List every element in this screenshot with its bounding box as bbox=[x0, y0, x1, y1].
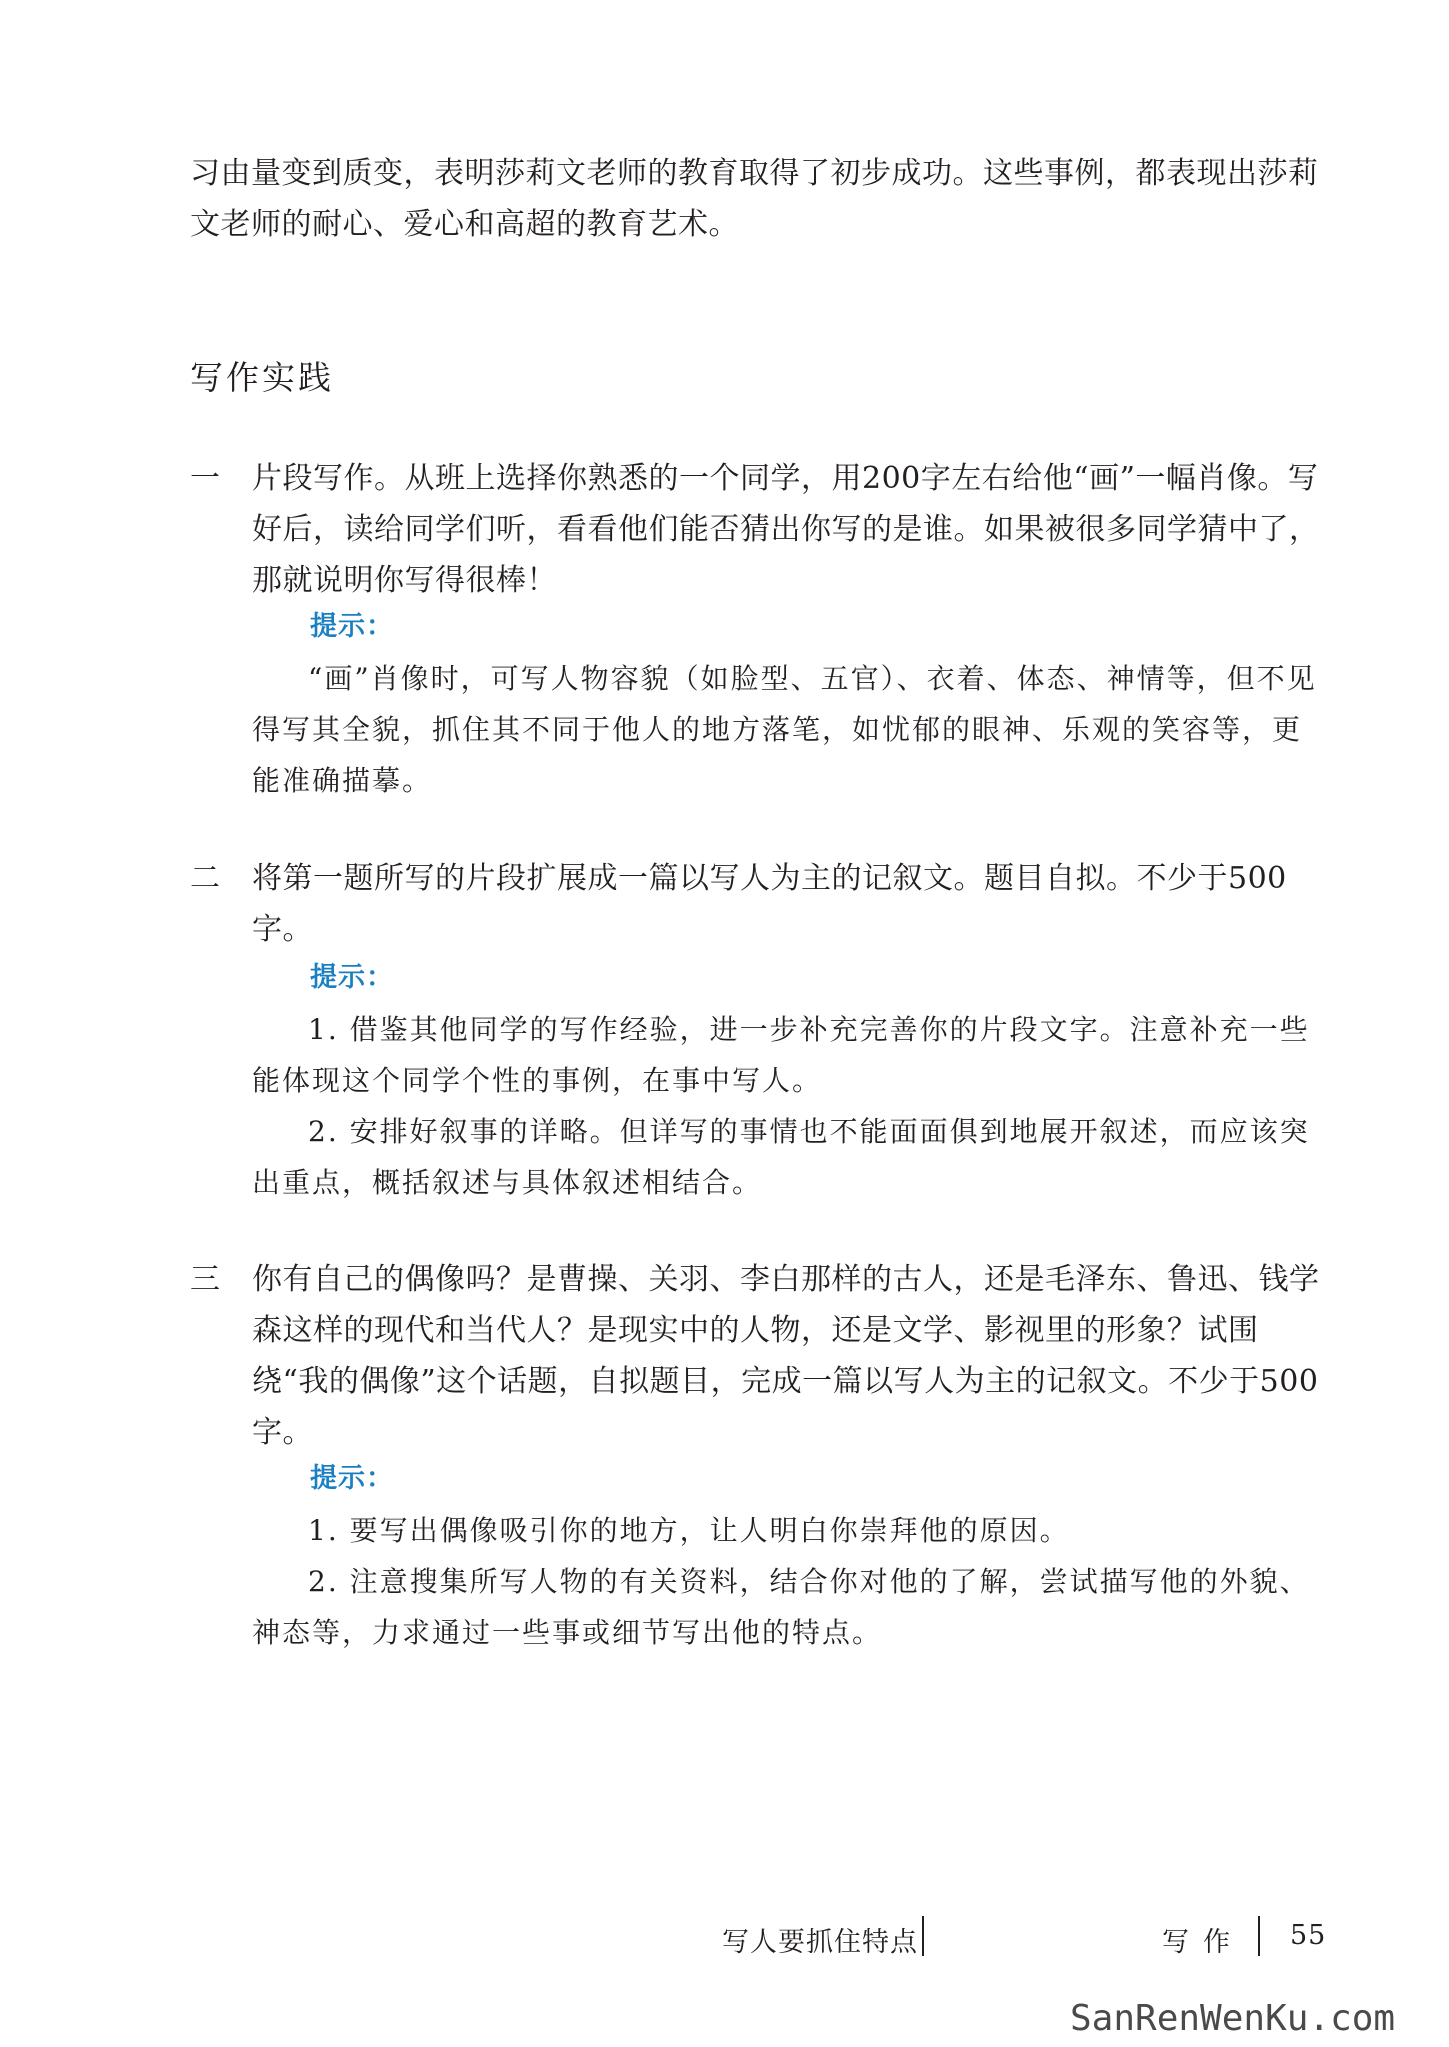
watermark: SanRenWenKu.com bbox=[1070, 1998, 1396, 2039]
question-1-tip-label: 提示： bbox=[310, 611, 394, 642]
footer-chapter-title: 写人要抓住特点 bbox=[722, 1927, 918, 1958]
question-1-number: 一 bbox=[190, 461, 220, 496]
question-1-body: 片段写作。从班上选择你熟悉的一个同学，用200字左右给他“画”一幅肖像。写好后，读给同学们听，看看他们能否猜出你写的是谁。如果被很多同学猜中了，那就说明你写得很棒！ bbox=[252, 461, 1320, 598]
question-3-tips bbox=[252, 1505, 1330, 1658]
question-2-tip-2: 2. 安排好叙事的详略。但详写的事情也不能面面俱到地展开叙述，而应该突出重点，概括叙述与具体叙述相结合。 bbox=[252, 1115, 1310, 1199]
question-2-body: 将第一题所写的片段扩展成一篇以写人为主的记叙文。题目自拟。不少于500字。 bbox=[252, 861, 1287, 947]
question-2-tip-1: 1. 借鉴其他同学的写作经验，进一步补充完善你的片段文字。注意补充一些能体现这个同学个性的事例，在事中写人。 bbox=[252, 1013, 1310, 1097]
question-3-tip-label: 提示： bbox=[310, 1463, 394, 1494]
question-2-tips bbox=[252, 1004, 1330, 1208]
page-number: 55 bbox=[1290, 1920, 1327, 1951]
intro-paragraph: 习由量变到质变，表明莎莉文老师的教育取得了初步成功。这些事例，都表现出莎莉文老师的耐心、爱心和高超的教育艺术。 bbox=[190, 156, 1319, 242]
question-1-tips bbox=[252, 653, 1330, 806]
footer-section-name: 写作 bbox=[1162, 1927, 1244, 1958]
question-3-number: 三 bbox=[190, 1262, 220, 1297]
section-title: 写作实践 bbox=[190, 358, 334, 397]
question-3-body: 你有自己的偶像吗？是曹操、关羽、李白那样的古人，还是毛泽东、鲁迅、钱学森这样的现代和当代人？是现实中的人物，还是文学、影视里的形象？试围绕“我的偶像”这个话题，自拟题目，完成一篇以写人为主的记叙文。不少于500字。 bbox=[252, 1262, 1320, 1450]
footer-divider bbox=[1258, 1916, 1260, 1956]
footer-divider bbox=[922, 1916, 924, 1956]
question-2-tip-label: 提示： bbox=[310, 962, 394, 993]
question-2-number: 二 bbox=[190, 861, 220, 896]
question-1-tip-1: “画”肖像时，可写人物容貌（如脸型、五官）、衣着、体态、神情等，但不见得写其全貌，抓住其不同于他人的地方落笔，如忧郁的眼神、乐观的笑容等，更能准确描摹。 bbox=[252, 662, 1317, 797]
question-3-tip-2: 2. 注意搜集所写人物的有关资料，结合你对他的了解，尝试描写他的外貌、神态等，力求通过一些事或细节写出他的特点。 bbox=[252, 1565, 1310, 1649]
question-3-tip-1: 1. 要写出偶像吸引你的地方，让人明白你崇拜他的原因。 bbox=[308, 1514, 1070, 1547]
